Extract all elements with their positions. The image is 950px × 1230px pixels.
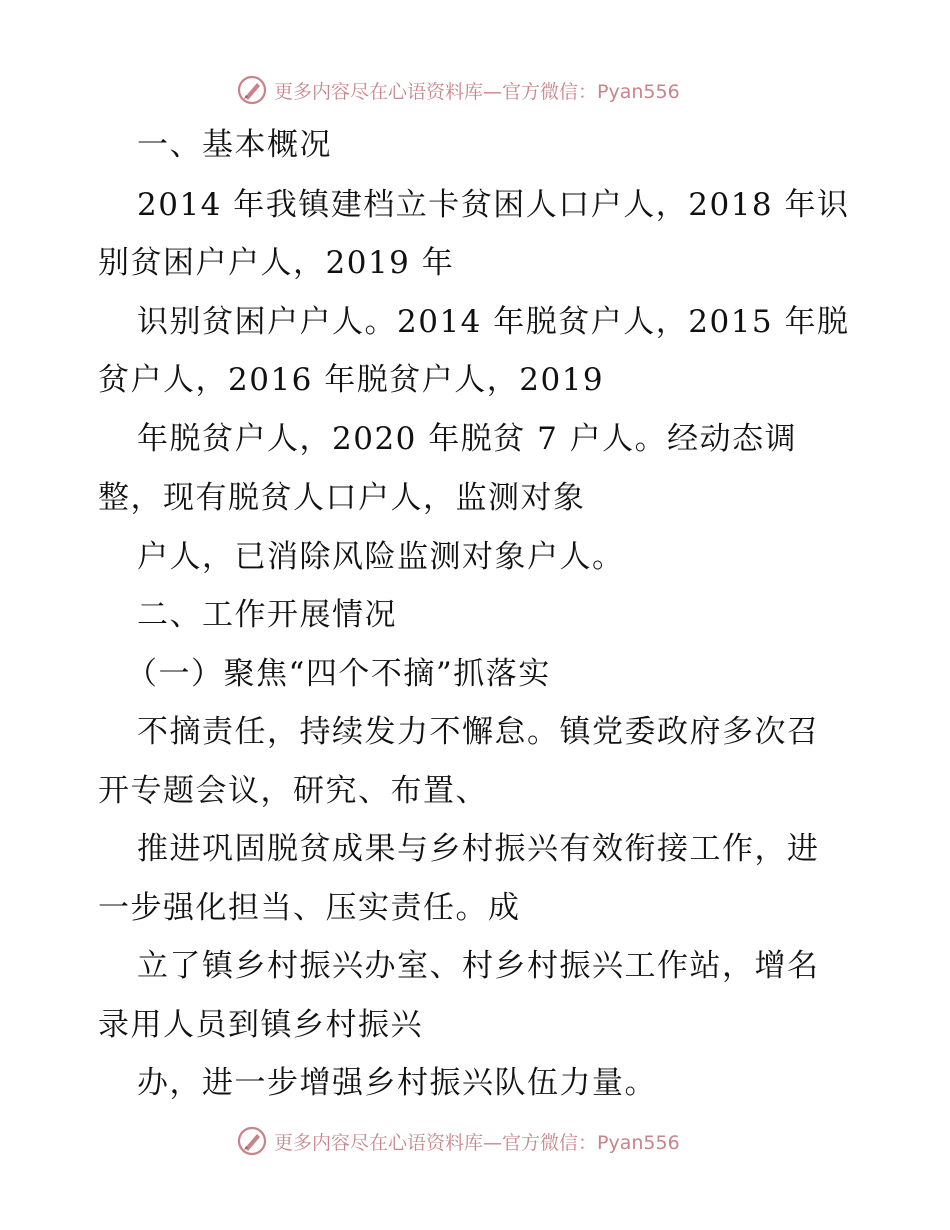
pen-logo-icon: [236, 1125, 268, 1157]
subsection-heading: （一）聚焦“四个不摘”抓落实: [126, 656, 551, 692]
paragraph-line: 整，现有脱贫人口户人，监测对象: [98, 480, 586, 516]
paragraph-line: 推进巩固脱贫成果与乡村振兴有效衔接工作，进: [137, 831, 820, 867]
watermark-text: 更多内容尽在心语资料库—官方微信：Pyan556: [274, 80, 680, 103]
paragraph-line: 不摘责任，持续发力不懈怠。镇党委政府多次召: [137, 714, 820, 750]
paragraph-line: 立了镇乡村振兴办室、村乡村振兴工作站，增名: [137, 948, 820, 984]
paragraph-line: 年脱贫户人，2020 年脱贫 7 户人。经动态调: [137, 421, 798, 457]
paragraph-line: 别贫困户户人，2019 年: [98, 245, 455, 281]
footer-watermark: [236, 1123, 680, 1159]
paragraph-line: 识别贫困户户人。2014 年脱贫户人，2015 年脱: [137, 304, 850, 340]
paragraph-line: 办，进一步增强乡村振兴队伍力量。: [137, 1065, 657, 1101]
watermark-text: 更多内容尽在心语资料库—官方微信：Pyan556: [274, 1131, 680, 1154]
pen-logo-icon: [236, 74, 268, 106]
paragraph-line: 贫户人，2016 年脱贫户人，2019: [98, 362, 605, 398]
paragraph-line: 一步强化担当、压实责任。成: [98, 890, 521, 926]
paragraph-line: 录用人员到镇乡村振兴: [98, 1007, 423, 1043]
section-heading-overview: 一、基本概况: [137, 127, 332, 163]
paragraph-line: 开专题会议，研究、布置、: [98, 773, 488, 809]
header-watermark: [236, 72, 680, 108]
section-heading-work: 二、工作开展情况: [137, 597, 397, 633]
paragraph-line: 户人，已消除风险监测对象户人。: [137, 539, 625, 575]
paragraph-line: 2014 年我镇建档立卡贫困人口户人，2018 年识: [137, 187, 850, 223]
